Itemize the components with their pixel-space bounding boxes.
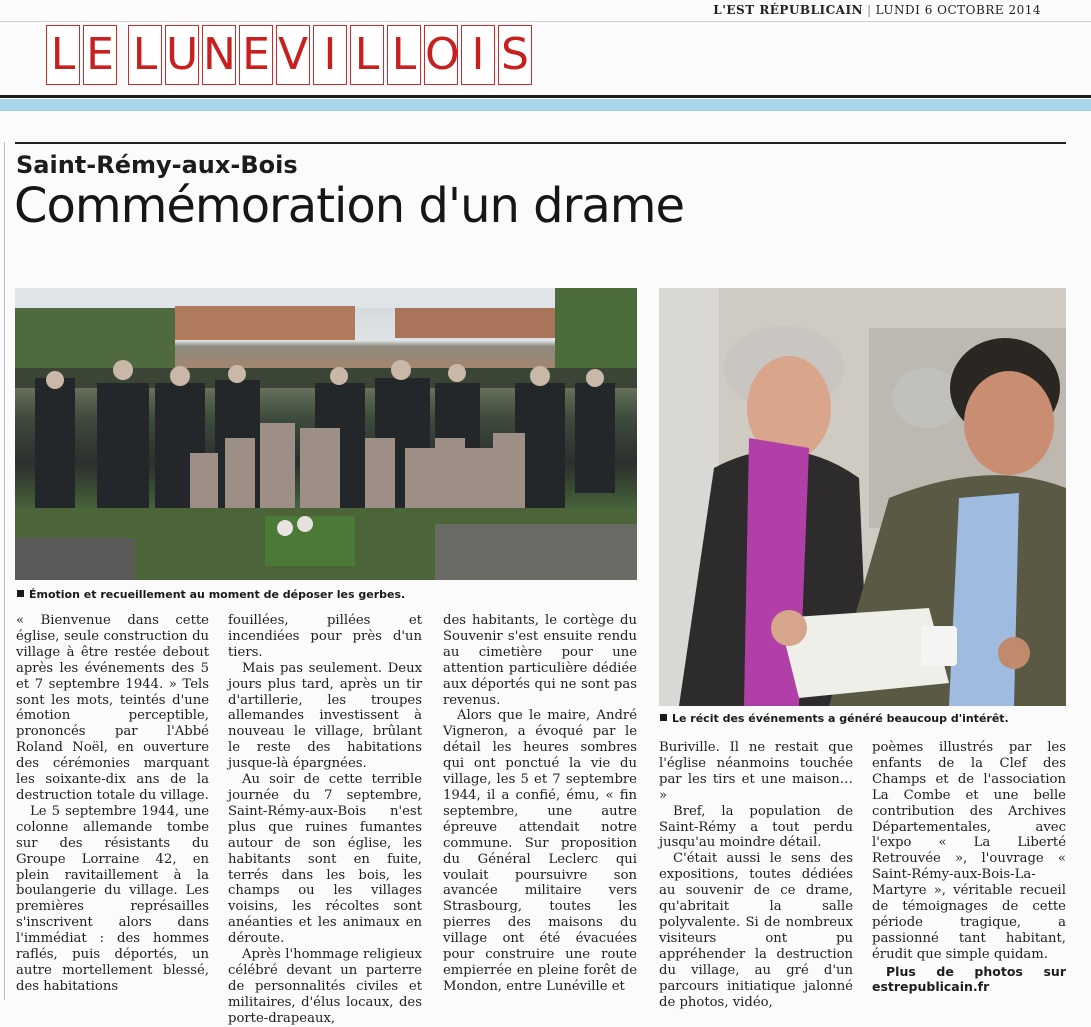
paragraph: Bref, la population de Saint-Rémy a tout perdu jusqu'au moindre détail. [659, 803, 853, 851]
paragraph: Au soir de cette terrible journée du 7 septembre, Saint-Rémy-aux-Bois n'est plus que ruines fumantes autour de son église, les habitants sont en fuite, terrés dans les bois, les champs ou les villages voisins, les récoltes sont anéanties et les animaux en déroute. [228, 772, 422, 947]
section-title-letter: V [276, 25, 310, 85]
section-title-letter: L [46, 25, 80, 85]
ceremony-photo-caption [17, 588, 405, 601]
section-title-letter: E [83, 25, 117, 85]
paragraph: des habitants, le cortège du Souvenir s'est ensuite rendu au cimetière pour une attention particulière dédiée aux déportés qui ne sont pas revenus. [443, 613, 637, 708]
section-title-letter: L [387, 25, 421, 85]
article-column-5 [872, 740, 1066, 994]
section-title-letter: I [461, 25, 495, 85]
caption-marker-icon [660, 714, 667, 721]
paragraph: Après l'hommage religieux célébré devant un parterre de personnalités civiles et militaires, d'élus locaux, des porte-drapeaux, [228, 947, 422, 1026]
issue-date: LUNDI 6 OCTOBRE 2014 [875, 3, 1041, 17]
paragraph: Le 5 septembre 1944, une colonne allemande tombe sur des résistants du Groupe Lorraine 42, en plein ravitaillement à la boulangerie du village. Les premières représailles s'inscrivent alors dans l'immédiat : des hommes raflés, puis déportés, un autre mortellement blessé, des habitations [16, 803, 209, 994]
masthead-rule [0, 95, 1091, 98]
exhibition-photo [659, 288, 1066, 706]
paragraph: Buriville. Il ne restait que l'église néanmoins touchée par les tirs et une maison… » [659, 740, 853, 803]
caption-marker-icon [17, 590, 24, 597]
section-title-letter: I [313, 25, 347, 85]
masthead-color-band [0, 99, 1091, 111]
headline-rule [15, 142, 1066, 144]
paragraph: C'était aussi le sens des expositions, toutes dédiées au souvenir de ce drame, qu'abritait la salle polyvalente. Si de nombreux visiteurs ont pu appréhender la destruction du village, au gré d'un parcours initiatique jalonné de photos, vidéo, [659, 851, 853, 1010]
paragraph: Alors que le maire, André Vigneron, a évoqué par le détail les heures sombres qui ont ponctué la vie du village, les 5 et 7 septembre 1944, il a confié, ému, « fin septembre, une autre épreuve attendait notre commune. Sur proposition du Général Leclerc qui voulait poursuivre son avancée militaire vers Strasbourg, toutes les pierres des maisons du village ont été évacuées pour construire une route empierrée en pleine forêt de Mondon, entre Lunéville et [443, 708, 637, 994]
article-column-1 [16, 613, 209, 995]
section-title-letter: L [128, 25, 162, 85]
section-title-letter: L [350, 25, 384, 85]
paragraph: « Bienvenue dans cette église, seule construction du village à être restée debout après les événements des 5 et 7 septembre 1944. » Tels sont les mots, teintés d'une émotion perceptible, prononcés par l'Abbé Roland Noël, en ouverture des cérémonies marquant les soixante-dix ans de la destruction totale du village. [16, 613, 209, 803]
section-title-letter: E [239, 25, 273, 85]
page-margin-rule [4, 142, 5, 1000]
section-title-letter: U [165, 25, 199, 85]
masthead-separator: | [867, 3, 872, 17]
top-band [0, 0, 1091, 22]
paragraph: fouillées, pillées et incendiées pour près d'un tiers. [228, 613, 422, 660]
article-column-2 [228, 613, 422, 1027]
section-title-letter: N [202, 25, 236, 85]
section-title-space [120, 25, 125, 85]
masthead-info [713, 3, 1041, 17]
exhibition-photo-caption [660, 712, 1009, 725]
ceremony-photo-caption-text: Émotion et recueillement au moment de déposer les gerbes. [29, 588, 406, 601]
article-column-4 [659, 740, 853, 1010]
ceremony-photo-illustration [15, 288, 637, 580]
paragraph: poèmes illustrés par les enfants de la Clef des Champs et de l'association La Combe et une belle contribution des Archives Départementales, avec l'expo « La Liberté Retrouvée », l'ouvrage « Saint-Rémy-aux-Bois-La-Martyre », véritable recueil de témoignages de cette période tragique, a passionné tant habitant, érudit que simple quidam. [872, 740, 1066, 962]
more-photos-link[interactable]: Plus de photos sur estrepublicain.fr [872, 963, 1066, 994]
newspaper-name: L'EST RÉPUBLICAIN [713, 3, 864, 17]
ceremony-photo [15, 288, 637, 580]
article-kicker: Saint-Rémy-aux-Bois [16, 151, 298, 179]
section-title-letter: O [424, 25, 458, 85]
section-title [46, 25, 532, 85]
article-headline: Commémoration d'un drame [14, 178, 685, 234]
article-column-3 [443, 613, 637, 995]
exhibition-photo-caption-text: Le récit des événements a généré beaucoup d'intérêt. [672, 712, 1009, 725]
section-title-letter: S [498, 25, 532, 85]
paragraph: Mais pas seulement. Deux jours plus tard, après un tir d'artillerie, les troupes allemandes investissent à nouveau le village, brûlant le reste des habitations jusque-là épargnées. [228, 660, 422, 772]
exhibition-photo-illustration [659, 288, 1066, 706]
